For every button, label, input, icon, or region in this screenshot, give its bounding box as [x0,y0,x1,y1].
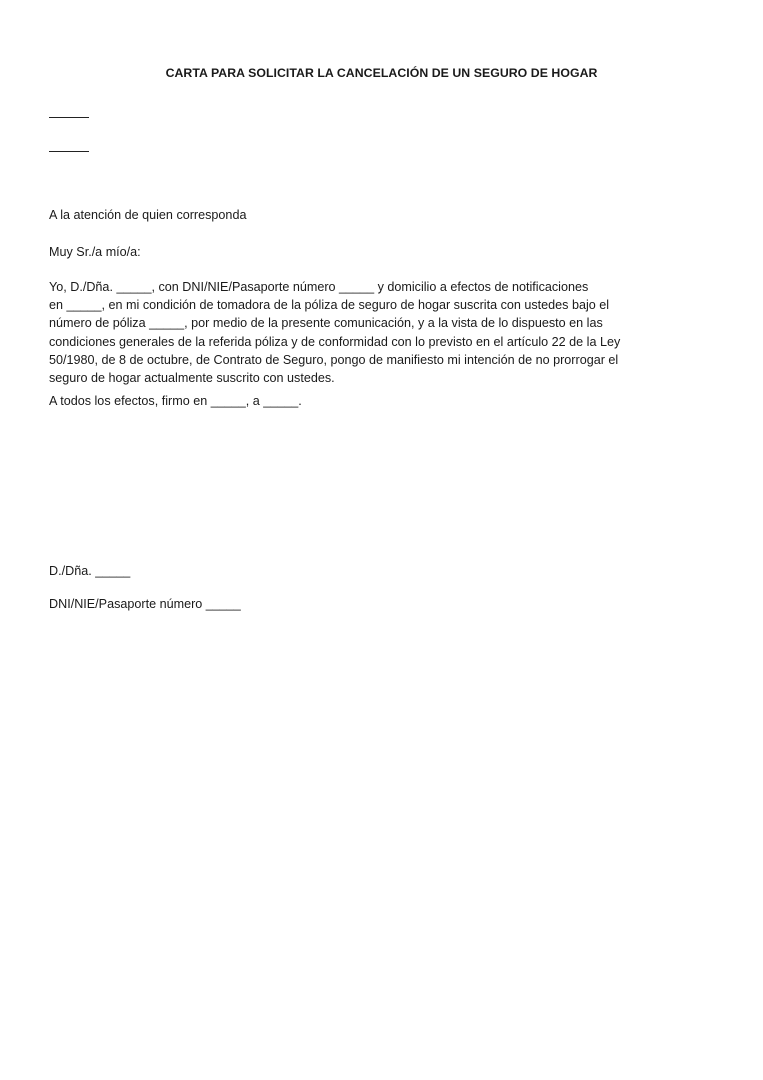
greeting-text: Muy Sr./a mío/a: [49,245,141,259]
salutation-text: A la atención de quien corresponda [49,208,247,222]
closing-text: A todos los efectos, firmo en _____, a _____. [49,394,302,408]
recipient-blank-line-1 [49,117,89,118]
document-title: CARTA PARA SOLICITAR LA CANCELACIÓN DE UN SEGURO DE HOGAR [165,66,598,80]
body-paragraph: Yo, D./Dña. _____, con DNI/NIE/Pasaporte número _____ y domicilio a efectos de notificaciones en _____, en mi condición de tomadora de la póliza de seguro de hogar suscrita con ustedes bajo el número de póliza _____, por medio de la presente comunicación, y a la vista de lo dispuesto en las condiciones generales de la referida póliza y de conformidad con lo previsto en el artículo 22 de la Ley 50/1980, de 8 de octubre, de Contrato de Seguro, pongo de manifiesto mi intención de no prorrogar el seguro de hogar actualmente suscrito con ustedes. [49,280,621,386]
signature-name-line: D./Dña. _____ [49,564,131,578]
recipient-blank-line-2 [49,151,89,152]
signature-id-line: DNI/NIE/Pasaporte número _____ [49,597,241,611]
